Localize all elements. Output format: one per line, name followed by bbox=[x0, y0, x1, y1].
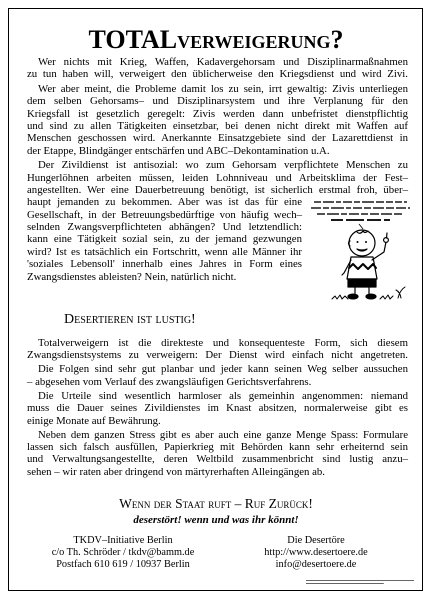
page-title bbox=[0, 24, 432, 56]
text-line: einige Monate auf Bewährung. bbox=[27, 414, 161, 427]
section-totalverweigerung bbox=[27, 337, 408, 478]
text-line: wird? Ist es tatsächlich ein Fortschritt, wenn alle Männer ihr bbox=[27, 245, 302, 258]
text-line: Kriegsfall ist gesetzlich geregelt: Zivis werden dann unbefristet dienstpflichtig bbox=[27, 107, 408, 120]
text-line: Menschen geschossen wird. Anerkannte Einsatzgebiete sind der Lazarettdienst in bbox=[27, 132, 408, 145]
text-line: lassen sich falsch ausfüllen, Papierkrieg mit Behörden kann sehr erheiternd sein bbox=[27, 440, 408, 453]
cartoon-figure bbox=[332, 230, 405, 299]
text-line: 'soziales Lebensoll' innerhalb eines Jahres in Form eines bbox=[27, 258, 302, 271]
cartoon-illustration bbox=[306, 197, 415, 303]
text-line: angestellten. Wer eine Dauerbetreuung benötigt, ist sicherlich erstmal froh, über– bbox=[27, 183, 408, 196]
title-part-verweigerung: VERWEIGERUNG bbox=[177, 32, 331, 52]
text-line: Wer nichts mit Krieg, Waffen, Kadavergehorsam und Disziplinarmaßnahmen bbox=[38, 56, 408, 68]
text-line: haupt jemanden zu bekommen. Aber was ist das für eine bbox=[27, 196, 302, 209]
footer-contact-desertoere bbox=[226, 535, 406, 571]
footer-line: Die Desertöre bbox=[287, 535, 345, 546]
text-line: Die Folgen sind sehr gut planbar und jeder kann seinen Weg selber aussuchen bbox=[38, 363, 408, 376]
text-line: Neben dem ganzen Stress gibt es aber auch eine ganze Menge Spass: Formulare bbox=[38, 428, 408, 441]
text-line: Zwangsdienstsystems zu verweigern: Der Dienst wird einfach nicht angetreten. bbox=[27, 349, 408, 362]
text-line: Zwangsdienstes ableisten? Nein, natürlich nicht. bbox=[27, 270, 237, 283]
cartoon-shorts bbox=[348, 279, 376, 287]
text-line: Gesellschaft, in der Betreuungsbedürftige von häufig wech– bbox=[27, 208, 302, 221]
cartoon-head bbox=[349, 230, 376, 256]
text-line: Der Zivildienst ist antisozial: wo zum Gehorsam verpflichtete Menschen zu bbox=[38, 159, 408, 172]
section-heading: Desertieren ist lustig! bbox=[64, 312, 196, 327]
text-line: sehen – wir raten aber dringend von märtyrerhaften Alleingängen ab. bbox=[27, 465, 326, 478]
text-line: Die Urteile sind wesentlich harmloser als gemeinhin angenommen: niemand bbox=[38, 389, 408, 402]
text-line: und Verwaltungsangestellte, deren Weltbild zusammenbricht sind lustig anzu– bbox=[27, 453, 408, 466]
slogan-subline: deserstört! wenn und was ihr könnt! bbox=[133, 514, 299, 526]
text-line: Totalverweigern ist die direkteste und konsequenteste Form, sich diesem bbox=[38, 337, 408, 349]
text-line: – abgesehen vom Verlauf des zwangsläufigen Gerichtsverfahrens. bbox=[27, 375, 312, 388]
text-line: Wer aber meint, die Probleme damit los zu sein, irrt gewaltig: Zivis unterliegen bbox=[38, 82, 408, 95]
fine-print-illegible bbox=[306, 580, 414, 584]
text-line: Hungerlöhnen arbeiten müssen, leiden Lohnniveau und Arbeitsklima der Fest– bbox=[27, 171, 408, 184]
text-line: muss die Dauer seines Zivildienstes im Knast absitzen, normalerweise gibt es bbox=[27, 402, 408, 415]
text-line: selnden Zwangsverpflichteten abhängen? Und letztendlich: bbox=[27, 221, 302, 234]
paragraph bbox=[27, 337, 408, 362]
paragraph bbox=[27, 429, 408, 479]
footer-line: info@desertoere.de bbox=[275, 559, 357, 570]
text-line: dem selben Gehorsams– und Disziplinarsystem und ihre Verplanung für den bbox=[27, 95, 408, 108]
paragraph bbox=[27, 83, 408, 157]
title-question-mark: ? bbox=[330, 25, 344, 54]
footer-line: c/o Th. Schröder / tkdv@bamm.de bbox=[51, 547, 195, 558]
footer-contact-tkdv bbox=[33, 535, 213, 571]
text-line: der Etappe, Blindgänger entschärfen und ABC–Dekontamination u.A. bbox=[27, 144, 330, 157]
text-line: kann eine Tätigkeit sozial sein, zu der jemand gezwungen bbox=[27, 233, 302, 246]
text-line: und sind zu allen Tätigkeiten einsetzbar, bei denen nicht direkt mit Waffen auf bbox=[27, 119, 408, 132]
footer-line: Postfach 610 619 / 10937 Berlin bbox=[56, 559, 190, 570]
cartoon-legs bbox=[355, 287, 369, 295]
paragraph bbox=[27, 390, 408, 427]
slogan: Wenn der Staat ruft – Ruf Zurück! bbox=[119, 496, 313, 511]
paragraph bbox=[27, 363, 408, 388]
speech-bubble-scribble bbox=[311, 202, 410, 229]
footer-line: http://www.desertoere.de bbox=[264, 547, 368, 558]
footer-line: TKDV–Initiative Berlin bbox=[73, 535, 173, 546]
cartoon-shoes bbox=[348, 294, 376, 299]
text-line: zu tun haben will, verweigert den üblicherweise den Kriegsdienst und wird Zivi. bbox=[27, 68, 408, 81]
title-part-total: TOTAL bbox=[88, 25, 178, 54]
paragraph bbox=[27, 56, 408, 81]
